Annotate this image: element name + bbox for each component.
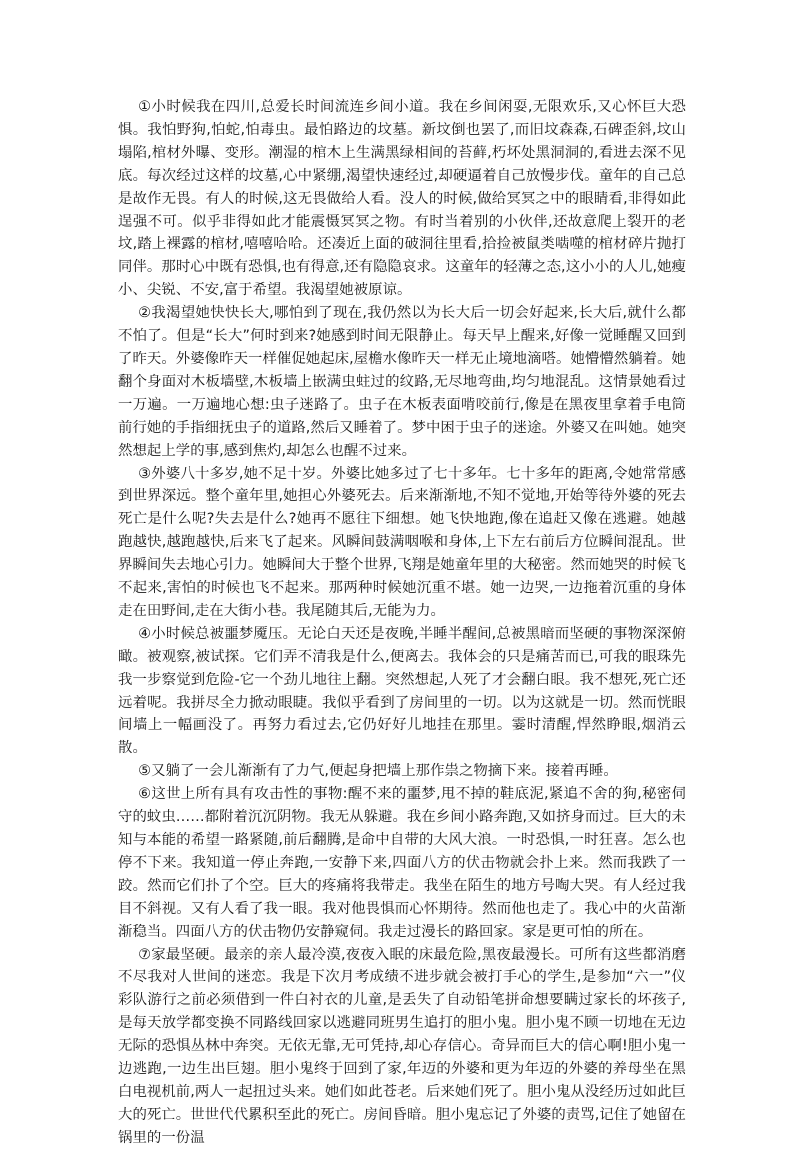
- paragraph-7: ⑦家最坚硬。最亲的亲人最冷漠,夜夜入眠的床最危险,黑夜最漫长。可所有这些都消磨不尽我对人世间的迷恋。我是下次月考成绩不进步就会被打手心的学生,是参加“六一”仪彩队游行之前必须借到一件白衬衣的儿童,是丢失了自动铅笔拼命想要瞒过家长的坏孩子,是每天放学都变换不同路线回家以逃避同班男生追打的胆小鬼。胆小鬼不顾一切地在无边无际的恐惧丛林中奔突。无依无靠,无可凭持,却心存信心。奇异而巨大的信心啊!胆小鬼一边逃跑,一边生出巨翅。胆小鬼终于回到了家,年迈的外婆和更为年迈的外婆的养母坐在黑白电视机前,两人一起扭过头来。她们如此苍老。后来她们死了。胆小鬼从没经历过如此巨大的死亡。世世代代累积至此的死亡。房间昏暗。胆小鬼忘记了外婆的责骂,记住了她留在锅里的一份温: [118, 946, 686, 1146]
- paragraph-6: ⑥这世上所有具有攻击性的事物:醒不来的噩梦,甩不掉的鞋底泥,紧追不舍的狗,秘密伺守的蚊虫……都附着沉沉阴物。我无从躲避。我在乡间小路奔跑,又如挤身而过。巨大的未知与本能的希望一路紧随,前后翻腾,是命中自带的大风大浪。一时恐惧,一时狂喜。怎么也停不下来。我知道一停止奔跑,一安静下来,四面八方的伏击物就会扑上来。然而我跌了一跤。然而它们扑了个空。巨大的疼痛将我带走。我坐在陌生的地方号啕大哭。有人经过我目不斜视。又有人看了我一眼。我对他畏惧而心怀期待。然而他也走了。我心中的火苗渐渐稳当。四面八方的伏击物仍安静窥伺。我走过漫长的路回家。家是更可怕的所在。: [118, 786, 686, 940]
- paragraph-4: ④小时候总被噩梦魇压。无论白天还是夜晚,半睡半醒间,总被黑暗而坚硬的事物深深俯瞰。被观察,被试探。它们弄不清我是什么,便离去。我体会的只是痛苦而已,可我的眼珠先我一步察觉到危险-它一个劲儿地往上翻。突然想起,人死了才会翻白眼。我不想死,死亡还远着呢。我拼尽全力掀动眼睫。我似乎看到了房间里的一切。以为这就是一切。然而恍眼间墙上一幅画没了。再努力看过去,它仍好好儿地挂在那里。霎时清醒,悍然睁眼,烟消云散。: [118, 625, 686, 757]
- paragraph-1: ①小时候我在四川,总爱长时间流连乡间小道。我在乡间闲耍,无限欢乐,又心怀巨大恐惧。我怕野狗,怕蛇,怕毒虫。最怕路边的坟墓。新坟倒也罢了,而旧坟森森,石碑歪斜,坟山塌陷,棺材外曝、变形。潮湿的棺木上生满黑绿相间的苔藓,朽坏处黑洞洞的,看进去深不见底。每次经过这样的坟墓,心中紧绷,渴望快速经过,却硬逼着自己放慢步伐。童年的自己总是故作无畏。有人的时候,这无畏做给人看。没人的时候,做给冥冥之中的眼睛看,非得如此逞强不可。似乎非得如此才能震慑冥冥之物。有时当着别的小伙伴,还故意爬上裂开的老坟,踏上裸露的棺材,嘻嘻哈哈。还凑近上面的破洞往里看,拾捡被鼠类啮噬的棺材碎片抛打同伴。那时心中既有恐惧,也有得意,还有隐隐哀求。这童年的轻薄之态,这小小的人儿,她瘦小、尖锐、不安,富于希望。我渴望她被原谅。: [118, 99, 686, 299]
- paragraph-2: ②我渴望她快快长大,哪怕到了现在,我仍然以为长大后一切会好起来,长大后,就什么都不怕了。但是“长大”何时到来?她感到时间无限静止。每天早上醒来,好像一觉睡醒又回到了昨天。外婆像昨天一样催促她起床,屋檐水像昨天一样无止境地滴嗒。她懵懵然躺着。她翻个身面对木板墙壁,木板墙上嵌满虫蛀过的纹路,无尽地弯曲,均匀地混乱。这情景她看过一万遍。一万遍地心想:虫子迷路了。虫子在木板表面啃咬前行,像是在黑夜里拿着手电筒前行她的手指细抚虫子的道路,然后又睡着了。梦中困于虫子的迷途。外婆又在叫她。她突然想起上学的事,感到焦灼,却怎么也醒不过来。: [118, 305, 686, 459]
- article-body: [118, 96, 686, 1150]
- paragraph-5: ⑤又躺了一会儿渐渐有了力气,便起身把墙上那作祟之物摘下来。接着再睡。: [138, 763, 618, 780]
- paragraph-3: ③外婆八十多岁,她不足十岁。外婆比她多过了七十多年。七十多年的距离,令她常常感到世界深远。整个童年里,她担心外婆死去。后来渐渐地,不知不觉地,开始等待外婆的死去死亡是什么呢?失去是什么?她再不愿往下细想。她飞快地跑,像在追赶又像在逃避。她越跑越快,越跑越快,后来飞了起来。风瞬间鼓满咽喉和身体,上下左右前后方位瞬间混乱。世界瞬间失去地心引力。她瞬间大于整个世界,飞翔是她童年里的大秘密。然而她哭的时候飞不起来,害怕的时候也飞不起来。那两种时候她沉重不堪。她一边哭,一边拖着沉重的身体走在田野间,走在大街小巷。我尾随其后,无能为力。: [118, 465, 686, 619]
